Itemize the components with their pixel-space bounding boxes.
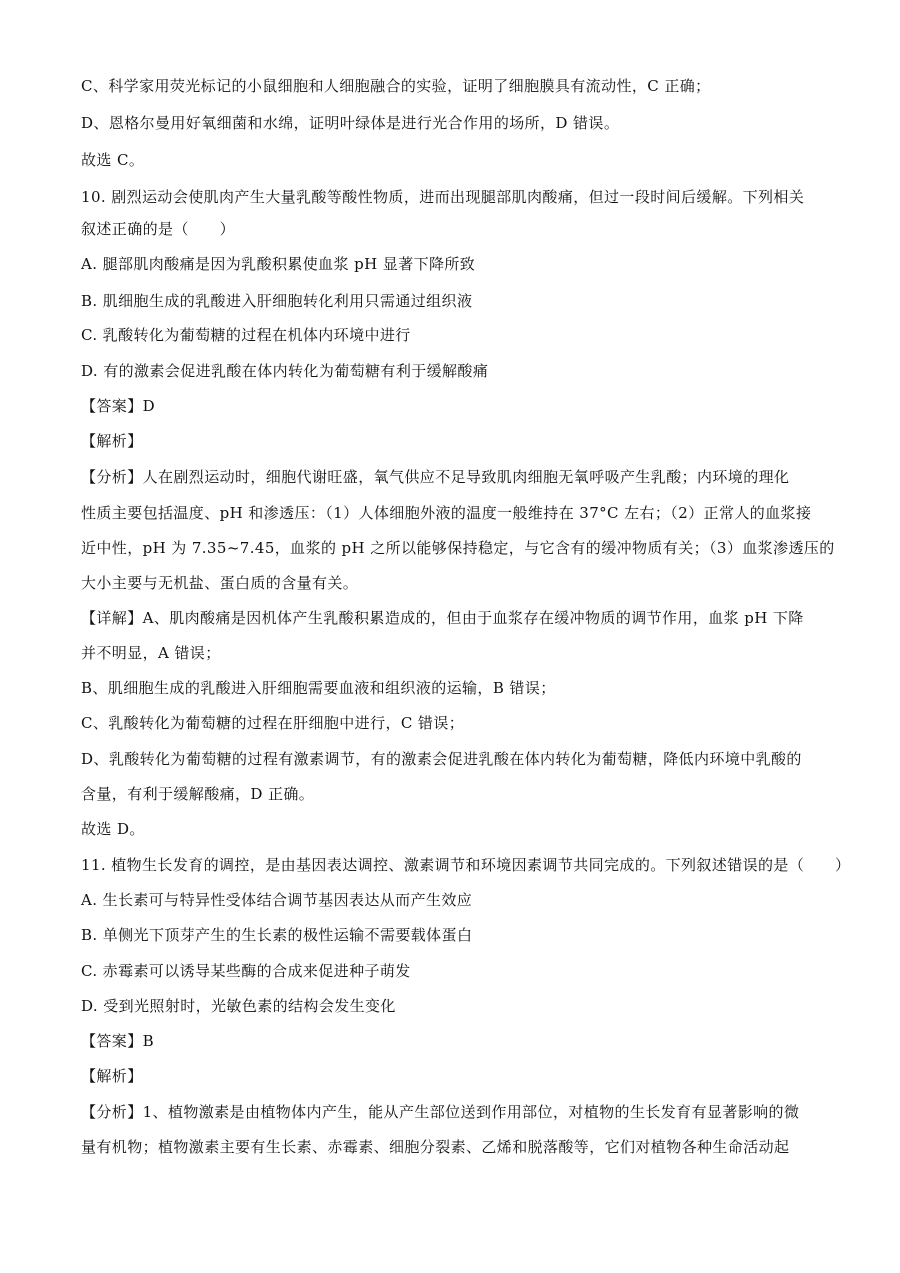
text-line: 【分析】人在剧烈运动时，细胞代谢旺盛，氧气供应不足导致肌肉细胞无氧呼吸产生乳酸；内环境的理化 (81, 468, 790, 486)
question-10-option-d: D. 有的激素会促进乳酸在体内转化为葡萄糖有利于缓解酸痛 (81, 362, 489, 380)
question-11-option-b: B. 单侧光下顶芽产生的生长素的极性运输不需要载体蛋白 (81, 926, 473, 944)
text-line: C、乳酸转化为葡萄糖的过程在肝细胞中进行，C 错误； (81, 714, 465, 732)
question-10-option-b: B. 肌细胞生成的乳酸进入肝细胞转化利用只需通过组织液 (81, 292, 473, 310)
text-line: 性质主要包括温度、pH 和渗透压：（1）人体细胞外液的温度一般维持在 37°C 左右；（2）正常人的血浆接 (81, 504, 812, 522)
text-line: 大小主要与无机盐、蛋白质的含量有关。 (81, 574, 359, 592)
answer-label: 【答案】D (81, 397, 156, 415)
text-line: 近中性，pH 为 7.35~7.45，血浆的 pH 之所以能够保持稳定，与它含有的缓冲物质有关；（3）血浆渗透压的 (81, 539, 835, 557)
question-10-stem-cont: 叙述正确的是（ ） (81, 220, 236, 238)
text-line: C、科学家用荧光标记的小鼠细胞和人细胞融合的实验，证明了细胞膜具有流动性，C 正确； (81, 77, 711, 95)
question-11-option-c: C. 赤霉素可以诱导某些酶的合成来促进种子萌发 (81, 962, 411, 980)
question-11-option-d: D. 受到光照射时，光敏色素的结构会发生变化 (81, 997, 396, 1015)
text-line: 含量，有利于缓解酸痛，D 正确。 (81, 785, 315, 803)
text-line: 【分析】1、植物激素是由植物体内产生，能从产生部位送到作用部位，对植物的生长发育有显著影响的微 (81, 1103, 800, 1121)
question-10-option-a: A. 腿部肌肉酸痛是因为乳酸积累使血浆 pH 显著下降所致 (81, 255, 476, 273)
analysis-label: 【解析】 (81, 1067, 143, 1085)
text-line: 量有机物；植物激素主要有生长素、赤霉素、细胞分裂素、乙烯和脱落酸等，它们对植物各种生命活动起 (81, 1138, 790, 1156)
text-line: D、乳酸转化为葡萄糖的过程有激素调节，有的激素会促进乳酸在体内转化为葡萄糖，降低内环境中乳酸的 (81, 750, 802, 768)
question-10-stem: 10. 剧烈运动会使肌肉产生大量乳酸等酸性物质，进而出现腿部肌肉酸痛，但过一段时间后缓解。下列相关 (81, 188, 805, 206)
answer-label: 【答案】B (81, 1032, 155, 1050)
text-line: 【详解】A、肌肉酸痛是因机体产生乳酸积累造成的，但由于血浆存在缓冲物质的调节作用，血浆 pH 下降 (81, 609, 804, 627)
analysis-label: 【解析】 (81, 432, 143, 450)
text-line: B、肌细胞生成的乳酸进入肝细胞需要血液和组织液的运输，B 错误； (81, 679, 556, 697)
question-11-option-a: A. 生长素可与特异性受体结合调节基因表达从而产生效应 (81, 891, 473, 909)
text-line: 故选 D。 (81, 820, 145, 838)
text-line: 并不明显，A 错误； (81, 644, 221, 662)
question-11-stem: 11. 植物生长发育的调控，是由基因表达调控、激素调节和环境因素调节共同完成的。下列叙述错误的是（ ） (81, 856, 851, 874)
question-10-option-c: C. 乳酸转化为葡萄糖的过程在机体内环境中进行 (81, 326, 411, 344)
text-line: D、恩格尔曼用好氧细菌和水绵，证明叶绿体是进行光合作用的场所，D 错误。 (81, 114, 620, 132)
text-line: 故选 C。 (81, 151, 145, 169)
